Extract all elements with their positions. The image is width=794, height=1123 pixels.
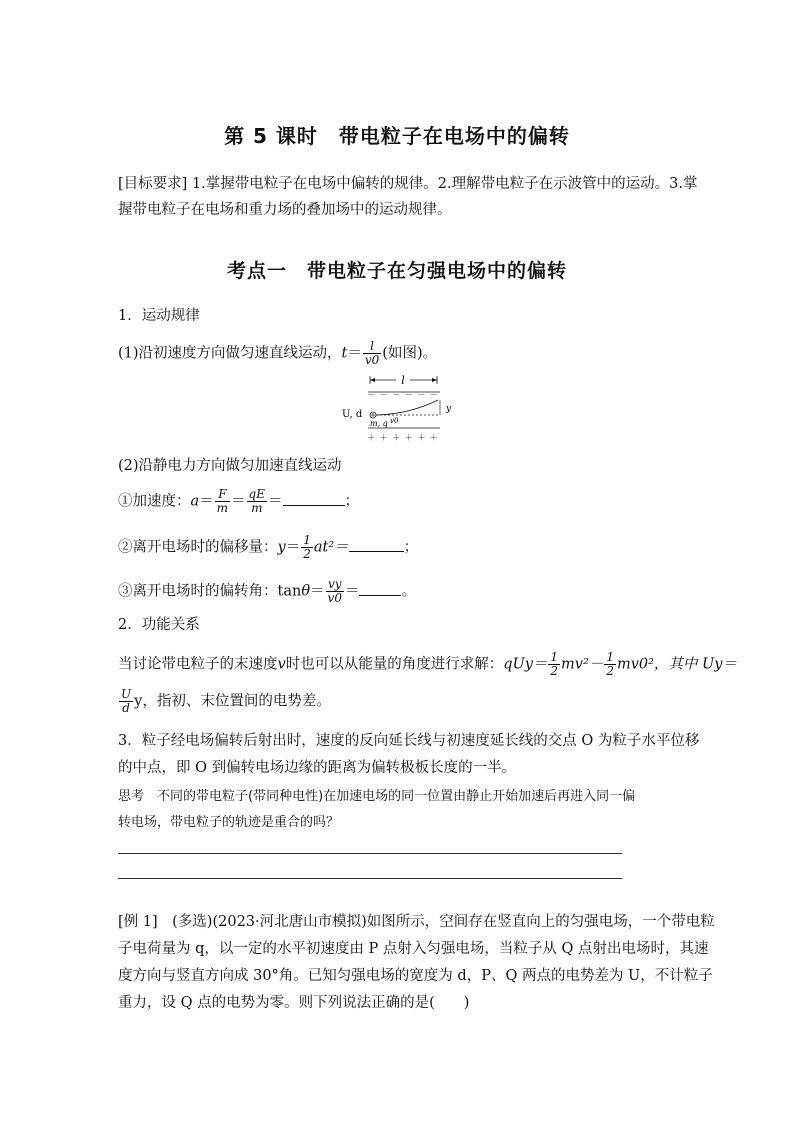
goal-label: [目标要求] bbox=[118, 176, 188, 192]
item3-line2: 的中点，即 O 到偏转电场边缘的距离为偏转极板长度的一半。 bbox=[118, 760, 517, 776]
section-title: 考点一 带电粒子在匀强电场中的偏转 bbox=[226, 260, 567, 282]
diagram-mq-label: m, q bbox=[370, 419, 388, 428]
diagram-l-label: l bbox=[401, 374, 405, 387]
answer-rule-1 bbox=[118, 853, 622, 854]
example-line1: [例 1] (多选)(2023·河北唐山市模拟)如图所示，空间存在竖直向上的匀强电场，一个带电粒 bbox=[118, 914, 715, 930]
example-line2: 子电荷量为 q，以一定的水平初速度由 P 点射入匀强电场，当粒子从 Q 点射出电场时，其速 bbox=[118, 941, 709, 957]
item2-heading: 2．功能关系 bbox=[118, 617, 200, 633]
answer-blank-angle bbox=[359, 583, 401, 596]
offset-line: ②离开电场时的偏移量：y＝ $\frac{1}{2}$ at²＝ ； bbox=[118, 533, 419, 561]
item1-heading: 1．运动规律 bbox=[118, 308, 200, 324]
fraction-vy-over-v0: $\frac{vy}{v0}$ bbox=[327, 577, 342, 605]
angle-line: ③离开电场时的偏转角：tanθ＝ $\frac{vy}{v0}$ ＝ 。 bbox=[118, 577, 416, 605]
diagram-minus-row: － － － － － － bbox=[367, 390, 439, 399]
deflection-diagram bbox=[340, 370, 460, 450]
fraction-one-half: $\frac{1}{2}$ bbox=[303, 533, 311, 561]
diagram-ud-label: U, d bbox=[342, 409, 363, 420]
item1-line2: (2)沿静电力方向做匀加速直线运动 bbox=[118, 458, 342, 474]
answer-rule-2 bbox=[118, 878, 622, 879]
fraction-qe-over-m: $\frac{qE}{m}$ bbox=[248, 487, 265, 515]
diagram-plus-row: ＋ ＋ ＋ ＋ ＋ ＋ bbox=[367, 433, 439, 442]
goal-text-1: 1.掌握带电粒子在电场中偏转的规律。2.理解带电粒子在示波管中的运动。3.掌 bbox=[191, 176, 698, 192]
item3-line1: 3．粒子经电场偏转后射出时，速度的反向延长线与初速度延长线的交点 O 为粒子水平位移 bbox=[118, 733, 700, 749]
answer-blank-acceleration bbox=[283, 493, 345, 506]
think-line2: 转电场，带电粒子的轨迹是重合的吗？ bbox=[118, 815, 340, 830]
fraction-f-over-m: $\frac{F}{m}$ bbox=[216, 487, 229, 515]
fraction-l-over-v0: $\frac{l}{v0}$ bbox=[364, 339, 380, 367]
think-line1: 思考 不同的带电粒子(带同种电性)在加速电场的同一位置由静止开始加速后再进入同一偏 bbox=[118, 789, 636, 804]
goal-line-1 bbox=[118, 174, 697, 194]
example-line3: 度方向与竖直方向成 30°角。已知匀强电场的宽度为 d，P、Q 两点的电势差为 U，不计粒子 bbox=[118, 968, 713, 984]
item1-line1: (1)沿初速度方向做匀速直线运动，t＝ $\frac{l}{v0}$ (如图)。 bbox=[118, 339, 438, 367]
example-line4: 重力，设 Q 点的电势为零。则下列说法正确的是( ) bbox=[118, 995, 470, 1011]
fraction-u-over-d: $\frac{U}{d}$ bbox=[121, 687, 132, 715]
diagram-y-label: y bbox=[446, 404, 452, 414]
page-title: 第 5 课时 带电粒子在电场中的偏转 bbox=[224, 124, 570, 148]
acceleration-line: ①加速度：a＝ $\frac{F}{m}$ ＝ $\frac{qE}{m}$ ＝ ； bbox=[118, 487, 359, 515]
answer-blank-offset bbox=[349, 539, 404, 552]
item2-line2: $\frac{U}{d}$ y，指初、末位置间的电势差。 bbox=[121, 687, 331, 715]
goal-line-2: 握带电粒子在电场和重力场的叠加场中的运动规律。 bbox=[118, 202, 452, 218]
diagram-v0-label: v0 bbox=[390, 417, 399, 425]
fraction-half-1: $\frac{1}{2}$ bbox=[550, 650, 559, 678]
item2-line1: 当讨论带电粒子的末速度v时也可以从能量的角度进行求解：qUy＝ $\frac{1}{2}$ mv²－ $\frac{1}{2}$ mv0²，其中 Uy＝ bbox=[118, 650, 737, 678]
fraction-half-2: $\frac{1}{2}$ bbox=[606, 650, 614, 678]
